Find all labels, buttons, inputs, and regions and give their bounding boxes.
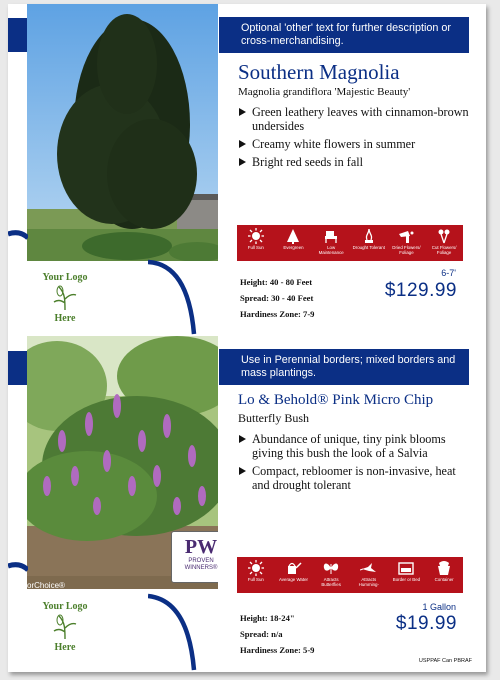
care-icon-label: Container [434, 577, 454, 582]
care-icon-label: Attracts Humming- [358, 577, 379, 587]
care-icon-label: Cut Flowers/ Foliage [431, 245, 457, 255]
low-maintenance-icon [322, 228, 340, 244]
height-spec: Height: 18-24" [240, 613, 295, 623]
container-size: 1 Gallon [422, 602, 456, 612]
badge-text: PROVEN [188, 558, 214, 564]
care-icon-cell [314, 560, 348, 587]
photo-watermark: orChoice® [27, 581, 65, 589]
logo-text: Your Logo [42, 601, 88, 612]
product-title: Lo & Behold® Pink Micro Chip [238, 392, 434, 408]
plant-patent-code: USPPAF Can PBRAF [418, 658, 472, 664]
care-icon-cell [276, 560, 310, 582]
triangle-bullet-icon [239, 140, 246, 148]
triangle-bullet-icon [239, 108, 246, 116]
care-icon-cell [239, 560, 273, 582]
badge-text: WINNERS® [184, 565, 218, 571]
blue-swoosh-decoration [148, 254, 198, 336]
blue-tab [8, 351, 27, 385]
container-icon [435, 560, 453, 576]
care-icon-cell [276, 228, 310, 250]
care-icon-label: Attracts Butterflies [321, 577, 341, 587]
feature-list [238, 105, 473, 173]
care-icon-cell [389, 228, 423, 255]
cross-merch-banner: Optional 'other' text for further description or cross-merchandising. [219, 17, 469, 53]
sign-sheet [8, 4, 486, 672]
hummingbird-icon [360, 560, 378, 576]
border-bed-icon [397, 560, 415, 576]
logo-placeholder [35, 601, 95, 653]
cut-flowers-icon [435, 228, 453, 244]
care-icon-label: Low Maintenance [318, 245, 344, 255]
butterfly-icon [322, 560, 340, 576]
dried-flowers-icon [397, 228, 415, 244]
product-title: Southern Magnolia [238, 60, 400, 84]
blue-swoosh-decoration [148, 590, 198, 672]
product-botanical-name: Magnolia grandiflora 'Majestic Beauty' [238, 86, 411, 98]
container-size: 6-7' [441, 268, 456, 278]
product-card-magnolia [8, 4, 486, 336]
usage-banner: Use in Perennial borders; mixed borders and mass plantings. [219, 349, 469, 385]
price: $129.99 [384, 280, 457, 301]
triangle-bullet-icon [239, 467, 246, 475]
care-icon-cell [352, 560, 386, 587]
zone-spec: Hardiness Zone: 5-9 [240, 645, 315, 655]
logo-text: Your Logo [42, 272, 88, 283]
care-icon-strip [237, 225, 463, 261]
zone-spec: Hardiness Zone: 7-9 [240, 309, 315, 319]
care-icon-label: Evergreen [283, 245, 304, 250]
product-card-butterfly-bush [8, 336, 486, 672]
list-item: Abundance of unique, tiny pink blooms giving this bush the look of a Salvia [238, 432, 473, 460]
care-icon-label: Full Sun [247, 577, 264, 582]
care-icon-cell [352, 228, 386, 250]
watering-can-icon [284, 560, 302, 576]
care-icon-cell [389, 560, 423, 582]
leaf-logo-icon [51, 614, 79, 640]
spec-block [240, 277, 314, 325]
product-common-name: Butterfly Bush [238, 411, 309, 425]
spread-spec: Spread: n/a [240, 629, 283, 639]
sun-icon [247, 228, 265, 244]
magnolia-photo [27, 4, 218, 261]
proven-winners-badge [171, 531, 218, 583]
care-icon-label: Dried Flowers/ Foliage [392, 245, 421, 255]
care-icon-label: Average Water [278, 577, 308, 582]
list-item: Compact, rebloomer is non-invasive, heat and drought tolerant [238, 464, 473, 492]
triangle-bullet-icon [239, 435, 246, 443]
logo-text: Here [54, 642, 76, 653]
proven-winners-mark: PW [184, 536, 218, 558]
triangle-bullet-icon [239, 158, 246, 166]
sun-icon [247, 560, 265, 576]
price: $19.99 [395, 613, 457, 634]
care-icon-label: Full Sun [247, 245, 264, 250]
logo-placeholder [35, 272, 95, 324]
list-item: Creamy white flowers in summer [238, 137, 473, 151]
care-icon-cell [427, 560, 461, 582]
drought-tolerant-icon [360, 228, 378, 244]
care-icon-cell [314, 228, 348, 255]
blue-tab [8, 18, 27, 52]
logo-text: Here [54, 313, 76, 324]
height-spec: Height: 40 - 80 Feet [240, 277, 313, 287]
feature-list [238, 432, 473, 496]
leaf-logo-icon [51, 285, 79, 311]
butterfly-bush-photo [27, 336, 218, 589]
spec-block [240, 613, 314, 661]
blue-arc-decoration [8, 562, 28, 578]
care-icon-cell [427, 228, 461, 255]
blue-arc-decoration [8, 230, 28, 246]
list-item: Green leathery leaves with cinnamon-brown undersides [238, 105, 473, 133]
care-icon-cell [239, 228, 273, 250]
list-item: Bright red seeds in fall [238, 155, 473, 169]
care-icon-strip [237, 557, 463, 593]
care-icon-label: Drought Tolerant [352, 245, 385, 250]
evergreen-icon [284, 228, 302, 244]
spread-spec: Spread: 30 - 40 Feet [240, 293, 314, 303]
care-icon-label: Border or Bed [392, 577, 421, 582]
